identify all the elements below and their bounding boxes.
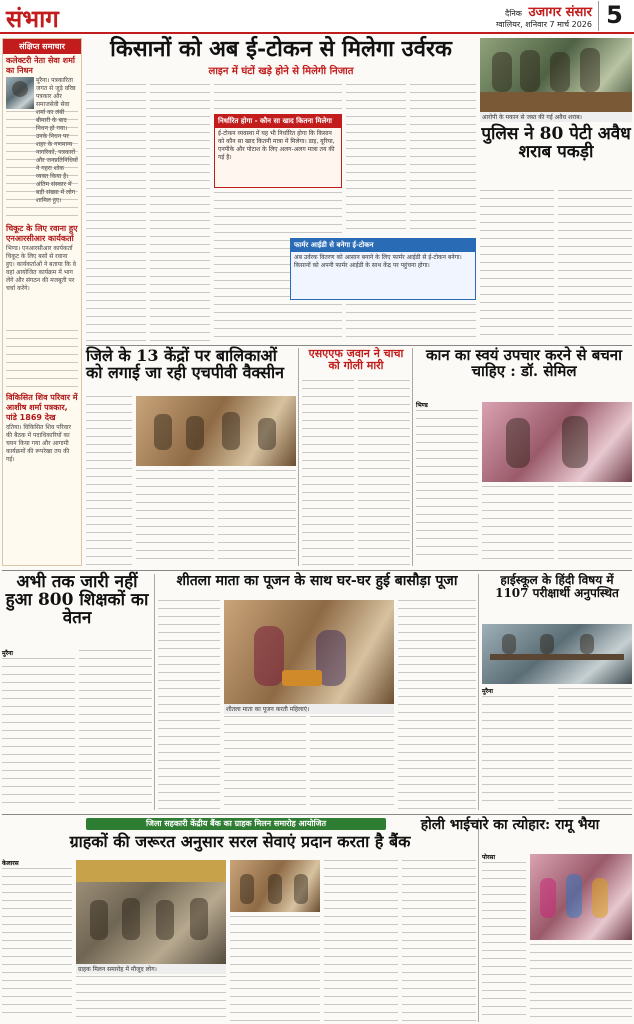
story-headline: किसानों को अब ई-टोकन से मिलेगा उर्वरक <box>110 36 452 62</box>
brief-title: विकिसित शिव परिवार में आशीष शर्मा पत्रकार, पांडे 1869 देख <box>6 393 78 422</box>
story-body <box>480 190 554 342</box>
story-hindi <box>482 574 632 620</box>
story-headline: होली भाईचारे का त्योहार: रामू भैया <box>420 817 600 833</box>
story-body <box>214 84 342 110</box>
police-photo <box>480 38 632 112</box>
brief-text: भिण्ड। एनआरसीआर कार्यकर्ता चिकूट के लिए बसों से रवाना हुए। कार्यकर्ताओं ने बताया कि वे वहां आयोजित कार्यक्रम में भाग लेंगे और संगठन की मजबूती पर चर्चा करेंगे। <box>6 245 76 292</box>
story-body <box>402 860 476 1022</box>
photo-caption: शीतला माता का पूजन करती महिलाएं। <box>224 704 394 714</box>
page-number: 5 <box>598 1 630 31</box>
story-body <box>558 486 632 566</box>
story-body <box>76 976 226 1022</box>
story-body <box>218 470 296 566</box>
holi-photo <box>530 854 632 940</box>
story-body <box>150 84 210 342</box>
story-salary <box>2 574 152 646</box>
info-box-text: ई-टोकन व्यवस्था में यह भी निर्धारित होगा कि किसान को कौन सा खाद कितनी मात्रा में मिलेगा। डाइ, यूरिया, एनपीके और पोटाश के लिए अलग-अलग मात्रा तय की गई है। <box>218 130 335 161</box>
story-body <box>86 84 146 342</box>
brief-photo <box>6 77 34 109</box>
story-dateline: पोरसा <box>482 854 496 861</box>
brief-title: चिकूट के लिए रवाना हुए एनआरसीआर कार्यकर्ता <box>6 224 78 243</box>
brief-text: दतिया। विकिसित शिव परिवार की बैठक में पदाधिकारियों का चयन किया गया और आगामी कार्यक्रमों की रूपरेखा तय की गई। <box>6 424 72 463</box>
story-body <box>416 402 478 566</box>
brief-text: मुरैना। पत्रकारिता जगत से जुड़े वरिष्ठ पत्रकार और समाजसेवी सेवा शर्मा का लंबी बीमारी के बाद निधन हो गया। उनके निधन पर शहर के गणमान्य नागरिकों, पत्रकारों और जनप्रतिनिधियों ने गहरा शोक व्यक्त किया है। अंतिम संस्कार में बड़ी संख्या में लोग शामिल हुए। <box>36 77 78 204</box>
story-police <box>480 126 632 186</box>
story-headline: पुलिस ने 80 पेटी अवैध शराब पकड़ी <box>481 124 631 162</box>
story-body <box>136 470 214 566</box>
story-body <box>558 190 632 342</box>
story-headline: शीतला माता का पूजन के साथ घर-घर हुई बासौड़ा पूजा <box>176 573 458 589</box>
story-dateline: मुरैना <box>482 688 493 695</box>
story-body <box>482 688 554 810</box>
paper-title: उजागर संसार <box>528 5 592 20</box>
story-body <box>302 380 354 566</box>
info-box-text: अब उर्वरक वितरण को आसान बनाने के लिए फार्मर आईडी से ई-टोकन बनेगा। किसानों को अपनी फार्मर आईडी के साथ केंद्र पर पहुंचना होगा। <box>294 254 462 269</box>
treatment-photo <box>482 402 632 482</box>
hpv-photo <box>136 396 296 466</box>
issue-dateline: ग्वालियर, शनिवार 7 मार्च 2026 <box>495 20 592 29</box>
story-body <box>79 650 152 810</box>
story-holi <box>388 818 632 850</box>
photo-caption: ग्राहक मिलन समारोह में मौजूद लोग। <box>76 964 226 974</box>
story-body <box>224 716 306 810</box>
story-body <box>158 600 220 810</box>
story-body <box>558 688 632 810</box>
story-body <box>310 716 394 810</box>
story-etoken-head <box>86 38 476 78</box>
story-headline: अभी तक जारी नहीं हुआ 800 शिक्षकों का वेतन <box>5 572 149 628</box>
photo-caption: आरोपी के मकान से जब्त की गई अवैध शराब। <box>480 112 632 122</box>
story-body <box>86 396 132 566</box>
masthead <box>0 0 634 34</box>
story-body <box>482 854 526 1022</box>
story-banner: जिला सहकारी केंद्रीय बैंक का ग्राहक मिलन समारोह आयोजित <box>86 818 386 830</box>
hindi-photo <box>482 624 632 684</box>
sheetla-photo <box>224 600 394 712</box>
section-title: संभाग <box>6 4 59 33</box>
story-treatment <box>416 348 632 398</box>
story-body <box>2 650 75 810</box>
story-sheetla <box>158 574 476 596</box>
info-box-quota <box>214 114 342 188</box>
brief-text-continued <box>6 330 78 390</box>
story-body <box>358 380 410 566</box>
bank-photo-1 <box>76 860 226 972</box>
police-photo-block <box>480 38 632 122</box>
story-headline: कान का स्वयं उपचार करने से बचना चाहिए : डॉ. सेमिल <box>425 346 623 380</box>
info-box-farmer-id <box>290 238 476 300</box>
story-body <box>482 486 554 566</box>
story-firing <box>302 348 410 376</box>
paper-name <box>505 2 592 20</box>
story-body <box>2 860 72 1022</box>
story-body <box>410 84 476 234</box>
story-headline: जिले के 13 केंद्रों पर बालिकाओं को लगाई जा रही एचपीवी वैक्सीन <box>86 346 284 382</box>
brief-text-continued <box>6 111 78 221</box>
divider <box>2 814 632 815</box>
story-body <box>530 944 632 1022</box>
story-headline: एसएएफ जवान ने चाचा को गोली मारी <box>308 347 404 372</box>
story-dateline: केलारस <box>2 860 19 867</box>
divider <box>2 570 632 571</box>
sidebar-briefs <box>2 38 82 566</box>
bank-photo-2 <box>230 860 320 912</box>
story-body <box>230 916 320 1022</box>
story-hpv <box>86 348 296 392</box>
story-headline: ग्राहकों की जरूरत अनुसार सरल सेवाएं प्रदान करता है बैंक <box>69 832 411 851</box>
story-dateline: भिण्ड <box>416 402 428 409</box>
story-body <box>324 860 398 1022</box>
story-body <box>398 600 476 810</box>
info-box-title: निर्धारित होगा - कौन सा खाद कितना मिलेगा <box>215 115 341 128</box>
story-headline: हाईस्कूल के हिंदी विषय में 1107 परीक्षार्थी अनुपस्थित <box>495 573 619 600</box>
story-subhead: लाइन में घंटों खड़े होने से मिलेगी निजात <box>208 66 354 78</box>
story-body <box>346 84 406 234</box>
info-box-title: फार्मर आईडी से बनेगा ई-टोकन <box>291 239 475 252</box>
paper-prefix: दैनिक <box>505 9 522 18</box>
sidebar-label: संक्षिप्त समाचार <box>3 39 81 54</box>
brief-title: कलेक्टरी नेता सेवा शर्मा का निधन <box>6 56 75 75</box>
story-body <box>346 304 476 342</box>
story-dateline: मुरैना <box>2 650 13 657</box>
